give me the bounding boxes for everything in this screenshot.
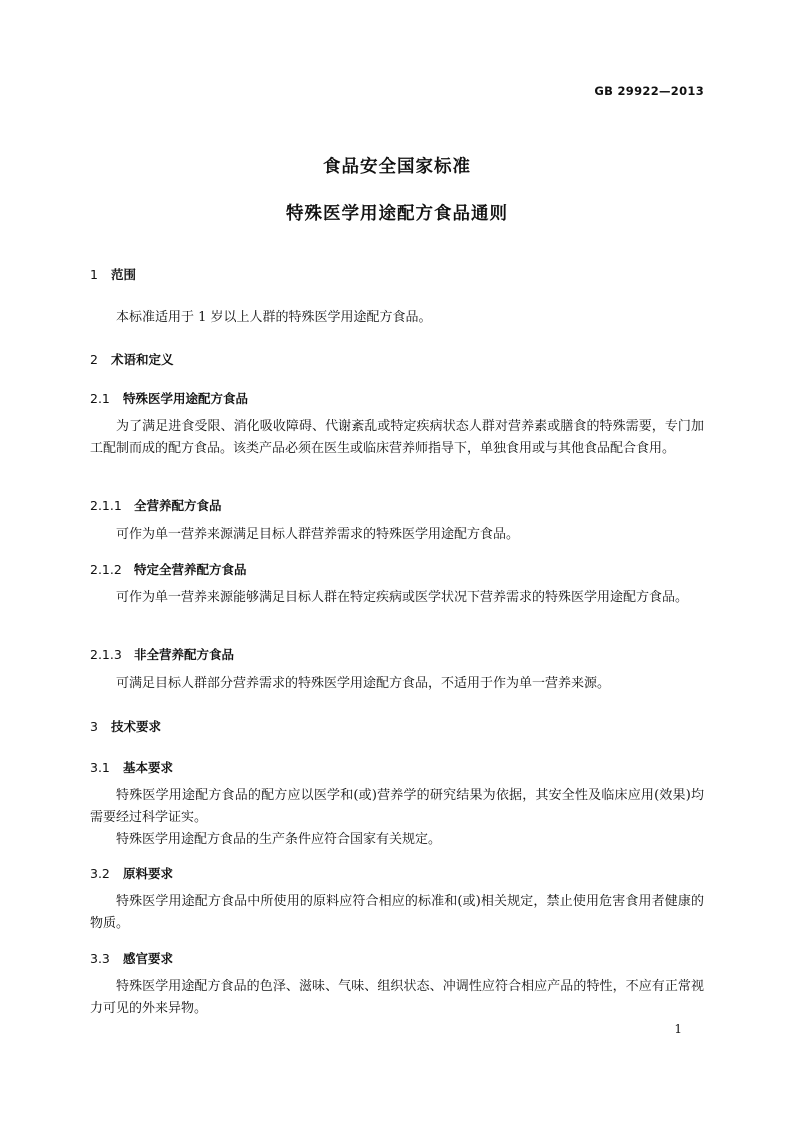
paragraph: 特殊医学用途配方食品中所使用的原料应符合相应的标准和(或)相关规定，禁止使用危害食用者健康的物质。	[90, 894, 704, 931]
paragraph: 可作为单一营养来源满足目标人群营养需求的特殊医学用途配方食品。	[116, 527, 520, 542]
section-number: 2.1.1	[90, 498, 122, 513]
section-title: 全营养配方食品	[134, 498, 222, 513]
section-title: 特定全营养配方食品	[134, 562, 247, 577]
section-title: 技术要求	[111, 719, 162, 734]
section-heading-2-1	[90, 389, 248, 407]
section-heading-3-2	[90, 864, 173, 882]
section-number: 3.1	[90, 760, 110, 775]
section-heading-3	[90, 717, 161, 735]
section-heading-1	[90, 265, 136, 283]
section-title: 感官要求	[123, 951, 174, 966]
paragraph: 本标准适用于 1 岁以上人群的特殊医学用途配方食品。	[116, 310, 432, 325]
section-number: 3.2	[90, 866, 110, 881]
section-title: 原料要求	[123, 866, 174, 881]
document-subtitle: 特殊医学用途配方食品通则	[286, 204, 508, 224]
section-heading-2-1-1	[90, 496, 222, 514]
section-heading-2-1-2	[90, 560, 247, 578]
section-title: 非全营养配方食品	[134, 647, 235, 662]
page-number: 1	[674, 1022, 682, 1036]
section-heading-2	[90, 350, 174, 368]
paragraph: 特殊医学用途配方食品的配方应以医学和(或)营养学的研究结果为依据，其安全性及临床应用(效果)均需要经过科学证实。	[90, 788, 704, 825]
section-number: 1	[90, 267, 98, 282]
section-title: 术语和定义	[111, 352, 174, 367]
section-heading-3-1	[90, 758, 173, 776]
section-title: 基本要求	[123, 760, 174, 775]
section-number: 3.3	[90, 951, 110, 966]
section-number: 2	[90, 352, 98, 367]
section-title: 特殊医学用途配方食品	[123, 391, 249, 406]
section-number: 2.1.2	[90, 562, 122, 577]
paragraph: 特殊医学用途配方食品的生产条件应符合国家有关规定。	[116, 832, 442, 847]
paragraph: 可满足目标人群部分营养需求的特殊医学用途配方食品，不适用于作为单一营养来源。	[116, 676, 611, 691]
section-title: 范围	[111, 267, 137, 282]
paragraph: 为了满足进食受限、消化吸收障碍、代谢紊乱或特定疾病状态人群对营养素或膳食的特殊需要，专门加工配制而成的配方食品。该类产品必须在医生或临床营养师指导下，单独食用或与其他食品配合食用。	[90, 419, 704, 456]
paragraph: 可作为单一营养来源能够满足目标人群在特定疾病或医学状况下营养需求的特殊医学用途配方食品。	[116, 590, 689, 605]
section-number: 3	[90, 719, 98, 734]
section-number: 2.1	[90, 391, 110, 406]
paragraph: 特殊医学用途配方食品的色泽、滋味、气味、组织状态、冲调性应符合相应产品的特性，不应有正常视力可见的外来异物。	[90, 979, 704, 1016]
section-heading-2-1-3	[90, 645, 234, 663]
section-number: 2.1.3	[90, 647, 122, 662]
document-title: 食品安全国家标准	[323, 157, 471, 177]
section-heading-3-3	[90, 949, 173, 967]
standard-code: GB 29922—2013	[594, 84, 704, 98]
